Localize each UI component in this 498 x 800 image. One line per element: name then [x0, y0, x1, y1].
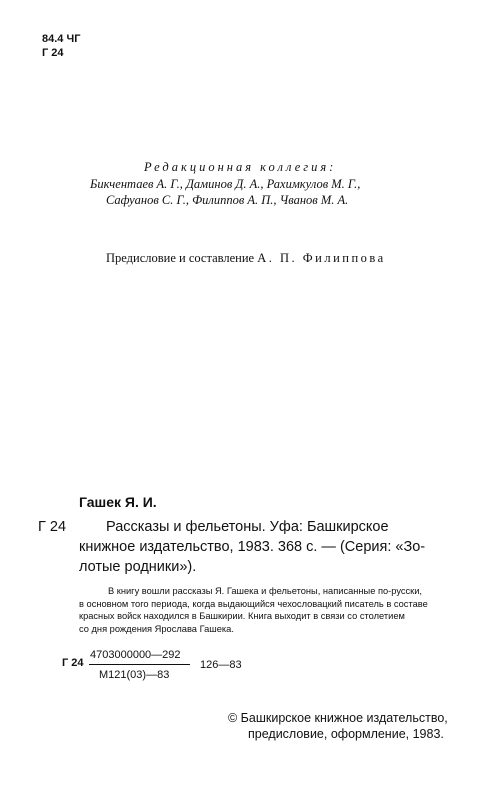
annotation-line: в основном того периода, когда выдающийся чехословацкий писатель в составе [79, 598, 428, 609]
editorial-board-title: Редакционная коллегия: [144, 160, 337, 174]
copyright-line: предисловие, оформление, 1983. [248, 727, 444, 741]
catalog-line: лотые родники»). [79, 559, 197, 575]
catalog-author: Гашек Я. И. [79, 494, 157, 510]
catalog-line: Рассказы и фельетоны. Уфа: Башкирское [106, 519, 389, 535]
bbk-code: 84.4 ЧГ [42, 33, 81, 45]
copyright-line: © Башкирское книжное издательство, [228, 711, 448, 725]
formula-denominator: М121(03)—83 [99, 669, 170, 681]
preface-label: Предисловие и составление [106, 251, 255, 265]
preface-credit [106, 251, 386, 266]
annotation-line: В книгу вошли рассказы Я. Гашека и фельетоны, написанные по-русски, [108, 586, 423, 596]
formula-numerator: 4703000000—292 [90, 649, 181, 661]
preface-author: А. П. Филиппова [257, 251, 386, 265]
editorial-board-line: Сафуанов С. Г., Филиппов А. П., Чванов М. А. [106, 193, 349, 207]
catalog-line: книжное издательство, 1983. 368 с. — (Серия: «Зо- [79, 539, 426, 555]
author-index-code: Г 24 [42, 47, 64, 59]
formula-fraction-rule [89, 664, 190, 665]
annotation-line: со дня рождения Ярослава Гашека. [79, 623, 234, 634]
catalog-index: Г 24 [38, 519, 67, 535]
formula-index: Г 24 [62, 657, 84, 669]
formula-suffix: 126—83 [200, 659, 242, 671]
editorial-board-line: Бикчентаев А. Г., Даминов Д. А., Рахимкулов М. Г., [90, 177, 361, 191]
annotation-line: красных войск находился в Башкирии. Книга выходит в связи со столетием [79, 611, 405, 621]
